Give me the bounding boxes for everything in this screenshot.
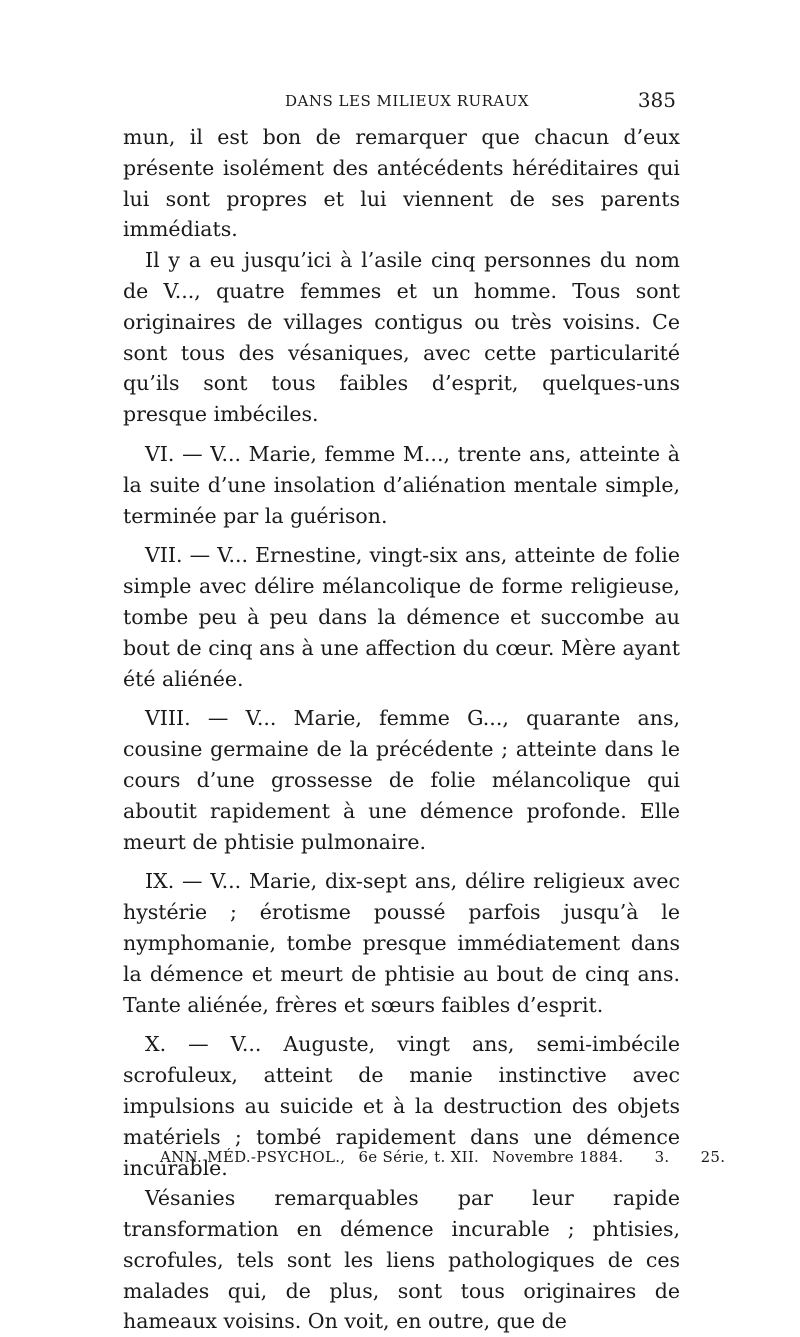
running-head: DANS LES MILIEUX RURAUX xyxy=(285,92,530,110)
page-number: 385 xyxy=(637,88,676,112)
case-vii: VII. — V... Ernestine, vingt-six ans, atteinte de folie simple avec délire mélancolique de forme religieuse, tombe peu à peu dans la démence et succombe au bout de cinq ans à une affection du cœur. Mère ayant été aliénée. xyxy=(123,543,680,691)
footer-sheet: 3. xyxy=(654,1148,670,1166)
case-ix: IX. — V... Marie, dix-sept ans, délire religieux avec hystérie ; érotisme poussé parfois jusqu’à le nymphomanie, tombe presque immédiatement dans la démence et meurt de phtisie au bout de cinq ans. Tante aliénée, frères et sœurs faibles d’esprit. xyxy=(123,869,680,1017)
paragraph-intro: Il y a eu jusqu’ici à l’asile cinq personnes du nom de V..., quatre femmes et un homme. Tous sont originaires de villages contigus ou très voisins. Ce sont tous des vésaniques, avec cette particularité qu’ils sont tous faibles d’esprit, quelques-uns presque imbéciles. xyxy=(123,248,680,427)
paragraph-conclusion: Vésanies remarquables par leur rapide transformation en démence incurable ; phtisies, scrofules, tels sont les liens pathologiques de ces malades qui, de plus, sont tous originaires de hameaux voisins. On voit, en outre, que de xyxy=(123,1186,680,1334)
case-x: X. — V... Auguste, vingt ans, semi-imbécile scrofuleux, atteint de manie instinctive avec impulsions au suicide et à la destruction des objets matériels ; tombé rapidement dans une démence incurable. xyxy=(123,1032,680,1180)
footer-journal: ANN. MÉD.-PSYCHOL., xyxy=(160,1148,346,1166)
footer-signature: 25. xyxy=(700,1148,726,1166)
footer-date: Novembre 1884. xyxy=(492,1148,624,1166)
page-footer xyxy=(160,1148,726,1166)
case-viii: VIII. — V... Marie, femme G..., quarante ans, cousine germaine de la précédente ; atteinte dans le cours d’une grossesse de folie mélancolique qui aboutit rapidement à une démence profonde. Elle meurt de phtisie pulmonaire. xyxy=(123,706,680,854)
page-header xyxy=(120,88,680,118)
paragraph-continuation: mun, il est bon de remarquer que chacun d’eux présente isolément des antécédents héréditaires qui lui sont propres et lui viennent de ses parents immédiats. xyxy=(123,125,680,242)
case-vi: VI. — V... Marie, femme M..., trente ans, atteinte à la suite d’une insolation d’aliénation mentale simple, terminée par la guérison. xyxy=(123,441,680,528)
footer-series: 6e Série, t. XII. xyxy=(358,1148,480,1166)
